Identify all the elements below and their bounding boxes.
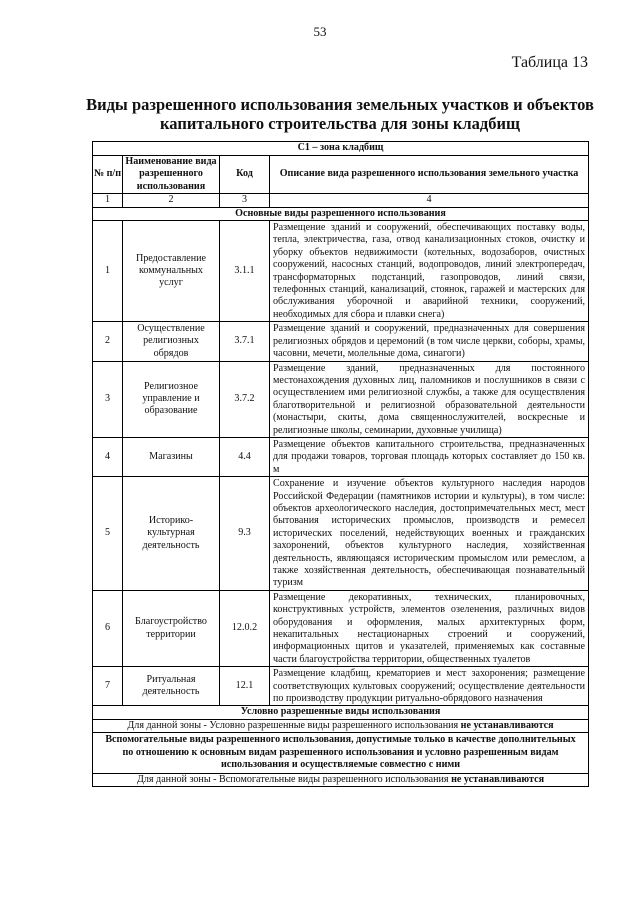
row-desc: Размещение кладбищ, крематориев и мест захоронения; размещение соответствующих культовых сооружений; осуществление деятельности по производству продукции ритуально-обрядового назначения xyxy=(270,667,589,706)
row-num: 4 xyxy=(93,437,123,476)
section-main: Основные виды разрешенного использования xyxy=(93,207,589,220)
zone-header: С1 – зона кладбищ xyxy=(93,142,589,156)
row-num: 1 xyxy=(93,221,123,322)
table-row xyxy=(93,361,589,437)
section-row xyxy=(93,706,589,719)
row-num: 5 xyxy=(93,477,123,591)
zone-header-row xyxy=(93,142,589,156)
conditional-note-text: Для данной зоны - Условно разрешенные виды разрешенного использования xyxy=(127,719,461,731)
note-row xyxy=(93,719,589,732)
row-code: 3.1.1 xyxy=(220,221,270,322)
column-number: 1 xyxy=(93,194,123,207)
row-name: Осуществление религиозных обрядов xyxy=(123,322,220,361)
page-number: 53 xyxy=(313,24,327,39)
note-row xyxy=(93,773,589,786)
section-conditional: Условно разрешенные виды использования xyxy=(93,706,589,719)
row-name: Магазины xyxy=(123,437,220,476)
row-code: 3.7.1 xyxy=(220,322,270,361)
table-row xyxy=(93,322,589,361)
auxiliary-note-emphasis: не устанавливаются xyxy=(451,773,545,785)
header-code: Код xyxy=(220,156,270,194)
row-name: Ритуальная деятельность xyxy=(123,667,220,706)
row-code: 3.7.2 xyxy=(220,361,270,437)
row-desc: Сохранение и изучение объектов культурного наследия народов Российской Федерации (памятников истории и культуры), в том числе: объектов археологического наследия, достопримечательных мест, мест бытования исторических промыслов, производств и ремесел исторических поселений, недействующих военных и гражданских захоронений, объектов культурного наследия, хозяйственная деятельность, являющаяся историческим промыслом или ремеслом, а также хозяйственная деятельность, обеспечивающая познавательный туризм xyxy=(270,477,589,591)
row-desc: Размещение зданий и сооружений, обеспечивающих поставку воды, тепла, электричества, газа, отвод канализационных стоков, очистку и уборку объектов недвижимости (котельных, водозаборов, очистных сооружений, насосных станций, водопроводов, линий электропередач, трансформаторных подстанций, газопроводов, линий связи, телефонных станций, канализаций, стоянок, гаражей и мастерских для обслуживания уборочной и аварийной техники, сооружений, необходимых для сбора и плавки снега) xyxy=(270,221,589,322)
row-num: 3 xyxy=(93,361,123,437)
title-line-2: капитального строительства для зоны кладбищ xyxy=(160,114,520,133)
row-num: 6 xyxy=(93,590,123,666)
row-name: Историко-культурная деятельность xyxy=(123,477,220,591)
column-number-row xyxy=(93,194,589,207)
table-row xyxy=(93,667,589,706)
conditional-note-emphasis: не устанавливаются xyxy=(460,719,554,731)
row-desc: Размещение зданий и сооружений, предназначенных для совершения религиозных обрядов и церемоний (в том числе церкви, соборы, храмы, часовни, мечети, молельные дома, синагоги) xyxy=(270,322,589,361)
table-row xyxy=(93,221,589,322)
table-row xyxy=(93,590,589,666)
column-number: 2 xyxy=(123,194,220,207)
auxiliary-note xyxy=(93,773,589,786)
row-num: 2 xyxy=(93,322,123,361)
row-code: 12.1 xyxy=(220,667,270,706)
row-code: 12.0.2 xyxy=(220,590,270,666)
title-line-1: Виды разрешенного использования земельных участков и объектов xyxy=(86,95,594,114)
table-label: Таблица 13 xyxy=(511,54,588,71)
row-name: Благоустройство территории xyxy=(123,590,220,666)
table-row xyxy=(93,477,589,591)
row-name: Предоставление коммунальных услуг xyxy=(123,221,220,322)
section-auxiliary: Вспомогательные виды разрешенного использования, допустимые только в качестве дополнительных по отношению к основным видам разрешенного использования и условно разрешенным видам использования и осуществляемые совместно с ними xyxy=(93,733,589,773)
land-use-table xyxy=(92,141,589,787)
section-row xyxy=(93,733,589,773)
header-desc: Описание вида разрешенного использования земельного участка xyxy=(270,156,589,194)
row-code: 4.4 xyxy=(220,437,270,476)
header-num: № п/п xyxy=(93,156,123,194)
document-title xyxy=(60,95,620,133)
row-num: 7 xyxy=(93,667,123,706)
header-name: Наименование вида разрешенного использования xyxy=(123,156,220,194)
auxiliary-note-text: Для данной зоны - Вспомогательные виды разрешенного использования xyxy=(136,773,452,785)
column-header-row xyxy=(93,156,589,194)
table-row xyxy=(93,437,589,476)
column-number: 4 xyxy=(270,194,589,207)
conditional-note xyxy=(93,719,589,732)
row-desc: Размещение декоративных, технических, планировочных, конструктивных устройств, элементов озеленения, различных видов оборудования и оформления, малых архитектурных форм, некапитальных нестационарных строений и сооружений, информационных щитов и указателей, применяемых как составные части благоустройства территории, общественных туалетов xyxy=(270,590,589,666)
row-name: Религиозное управление и образование xyxy=(123,361,220,437)
column-number: 3 xyxy=(220,194,270,207)
row-desc: Размещение зданий, предназначенных для постоянного местонахождения духовных лиц, паломников и послушников в связи с осуществлением ими религиозной службы, а также для осуществления благотворительной и религиозной образовательной деятельности (монастыри, скиты, дома священнослужителей, воскресные и религиозные школы, семинарии, духовные училища) xyxy=(270,361,589,437)
section-row xyxy=(93,207,589,220)
row-desc: Размещение объектов капитального строительства, предназначенных для продажи товаров, торговая площадь которых составляет до 150 кв. м xyxy=(270,437,589,476)
row-code: 9.3 xyxy=(220,477,270,591)
